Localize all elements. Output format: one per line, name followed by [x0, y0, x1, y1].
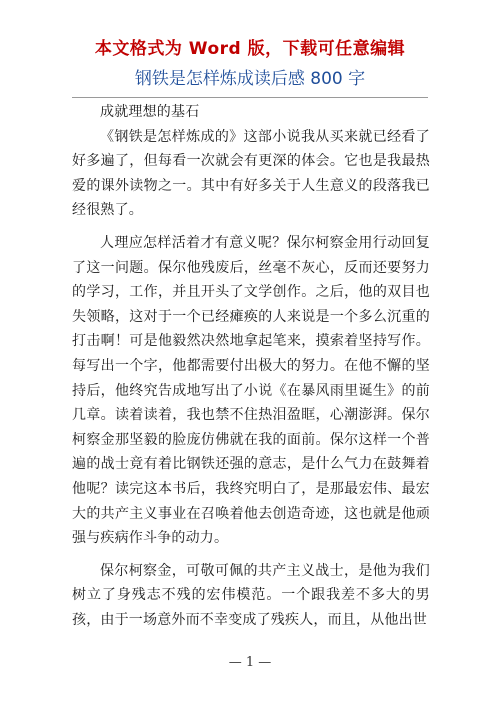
body-paragraph-2: 人理应怎样活着才有意义呢？保尔柯察金用行动回复了这一问题。保尔他残废后，丝毫不灰心，反而还要努力的学习，工作，并且开头了文学创作。之后，他的双目也失领略，这对于一个已经瘫痪的人来说是一个多么沉重的打击啊！可是他毅然决然地拿起笔来，摸索着坚持写作。每写出一个字，他都需要付出极大的努力。在他不懈的坚持后，他终究告成地写出了小说《在暴风雨里诞生》的前几章。读着读着，我也禁不住热泪盈眶，心潮澎湃。保尔柯察金那坚毅的脸庞仿佛就在我的面前。保尔这样一个普遍的战士竟有着比钢铁还强的意志，是什么气力在鼓舞着他呢？读完这本书后，我终究明白了，是那最宏伟、最宏大的共产主义事业在召唤着他去创造奇迹，这也就是他顽强与疾病作斗争的动力。 [72, 234, 430, 547]
body-paragraph-3: 保尔柯察金，可敬可佩的共产主义战士，是他为我们树立了身残志不残的宏伟模范。一个跟我差不多大的男孩，由于一场意外而不幸变成了残疾人，而且，从他出世 [72, 562, 430, 628]
document-title: 钢铁是怎样炼成读后感 800 字 [134, 69, 366, 89]
body-paragraph-1: 《钢铁是怎样炼成的》这部小说我从买来就已经看了好多遍了，但每看一次就会有更深的体会。它也是我最热爱的课外读物之一。其中有好多关于人生意义的段落我已经很熟了。 [72, 128, 430, 219]
section-subtitle: 成就理想的基石 [100, 104, 200, 120]
document-body [72, 100, 430, 640]
page-number: — 1 — [228, 655, 272, 670]
format-banner: 本文格式为 Word 版，下载可任意编辑 [94, 39, 406, 59]
header-divider [72, 97, 428, 98]
